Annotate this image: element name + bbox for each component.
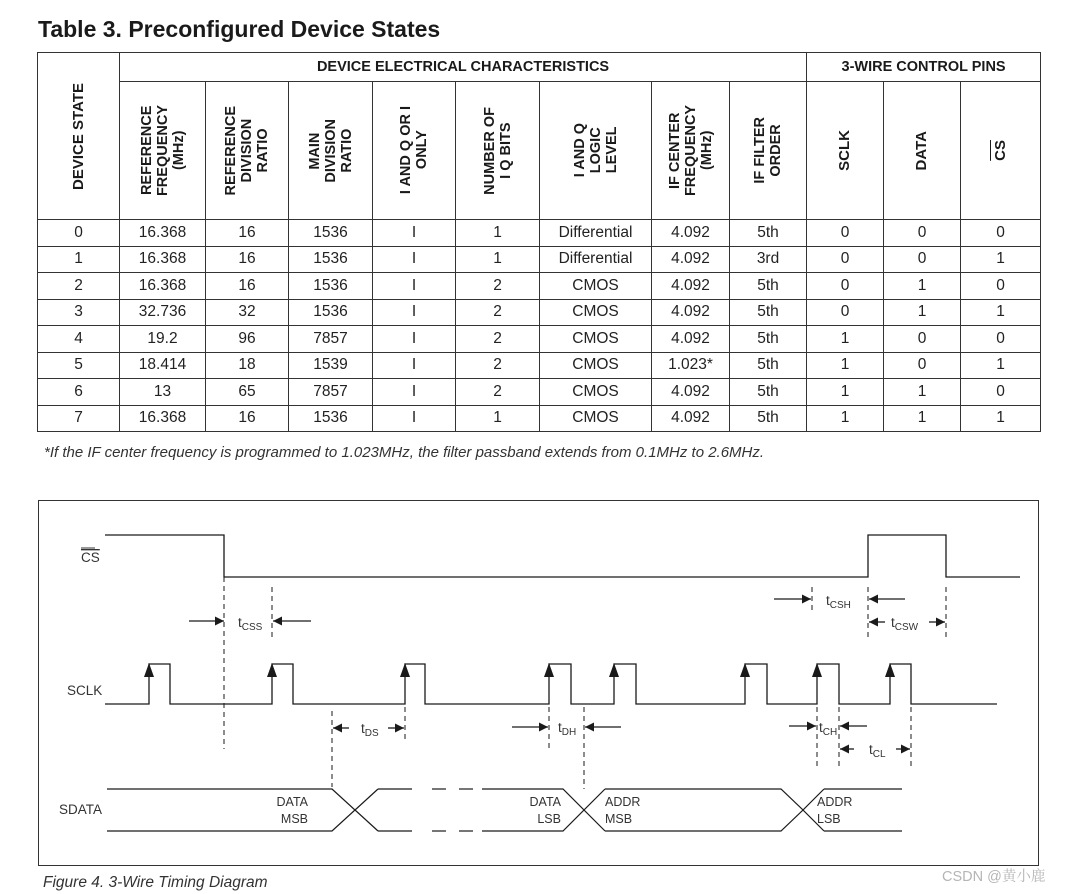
table-cell: 1 <box>38 246 120 273</box>
group-header-electrical: DEVICE ELECTRICAL CHARACTERISTICS <box>120 53 807 82</box>
table-cell: 0 <box>807 220 884 247</box>
table-cell: 3rd <box>730 246 807 273</box>
table-cell: 0 <box>807 246 884 273</box>
table-cell: 16 <box>206 246 289 273</box>
table-cell: 32.736 <box>120 299 206 326</box>
group-header-control-pins: 3-WIRE CONTROL PINS <box>807 53 1041 82</box>
sdata-signal-label: SDATA <box>59 802 103 817</box>
table-cell: I <box>373 379 456 406</box>
table-row <box>38 352 1041 379</box>
table-cell: 4.092 <box>652 326 730 353</box>
table-cell: 0 <box>961 326 1041 353</box>
table-cell: 16 <box>206 273 289 300</box>
table-cell: 1 <box>961 299 1041 326</box>
table-cell: 1536 <box>289 273 373 300</box>
table-row <box>38 273 1041 300</box>
table-cell: I <box>373 273 456 300</box>
table-cell: 1 <box>961 405 1041 432</box>
table-cell: Differential <box>540 220 652 247</box>
data-msb-label-2: MSB <box>280 812 308 826</box>
table-cell: 7857 <box>289 379 373 406</box>
table-cell: 13 <box>120 379 206 406</box>
col-header-device-state: DEVICE STATE <box>38 53 120 220</box>
table-cell: 32 <box>206 299 289 326</box>
table-cell: 0 <box>884 220 961 247</box>
table-cell: 1536 <box>289 405 373 432</box>
table-cell: 1 <box>961 352 1041 379</box>
table-cell: 1 <box>961 246 1041 273</box>
table-cell: 5th <box>730 379 807 406</box>
table-cell: 5th <box>730 326 807 353</box>
table-cell: 16.368 <box>120 405 206 432</box>
table-cell: I <box>373 246 456 273</box>
addr-lsb-label-1: ADDR <box>817 795 853 809</box>
col-header-if-center-frequency: IF CENTER FREQUENCY (MHz) <box>652 82 730 220</box>
col-header-cs: CS <box>961 82 1041 220</box>
watermark: CSDN @黄小鹿 <box>942 869 1046 885</box>
table-cell: 4 <box>38 326 120 353</box>
table-cell: 0 <box>961 220 1041 247</box>
sclk-signal-label: SCLK <box>67 683 103 698</box>
table-cell: 1 <box>884 379 961 406</box>
data-lsb-label-1: DATA <box>529 795 561 809</box>
table-cell: 1 <box>807 352 884 379</box>
table-cell: 4.092 <box>652 379 730 406</box>
table-cell: I <box>373 299 456 326</box>
table-cell: 4.092 <box>652 246 730 273</box>
table-cell: 2 <box>456 299 540 326</box>
table-cell: 6 <box>38 379 120 406</box>
table-cell: 1 <box>884 273 961 300</box>
table-cell: 4.092 <box>652 273 730 300</box>
table-cell: 4.092 <box>652 299 730 326</box>
table-cell: 0 <box>807 273 884 300</box>
table-cell: I <box>373 326 456 353</box>
table-cell: 5th <box>730 352 807 379</box>
table-cell: 1 <box>456 220 540 247</box>
cs-signal-label: CS <box>81 550 100 565</box>
col-header-i-and-q-or-i-only: I AND Q OR I ONLY <box>373 82 456 220</box>
table-cell: 0 <box>961 273 1041 300</box>
table-cell: 1.023* <box>652 352 730 379</box>
table-cell: 16 <box>206 220 289 247</box>
data-lsb-label-2: LSB <box>537 812 561 826</box>
device-states-table <box>37 52 1041 432</box>
table-cell: CMOS <box>540 379 652 406</box>
table-cell: 1536 <box>289 220 373 247</box>
table-cell: 5th <box>730 220 807 247</box>
col-header-sclk: SCLK <box>807 82 884 220</box>
table-cell: CMOS <box>540 352 652 379</box>
addr-msb-label-2: MSB <box>605 812 633 826</box>
table-cell: 4.092 <box>652 220 730 247</box>
table-cell: I <box>373 220 456 247</box>
table-cell: 1539 <box>289 352 373 379</box>
table-cell: 18.414 <box>120 352 206 379</box>
table-title: Table 3. Preconfigured Device States <box>38 16 441 42</box>
table-row <box>38 405 1041 432</box>
table-cell: 2 <box>456 379 540 406</box>
tcl-label: $t_{CL}$ <box>869 742 886 760</box>
table-cell: 65 <box>206 379 289 406</box>
table-cell: 7857 <box>289 326 373 353</box>
table-cell: 1 <box>807 405 884 432</box>
table-cell: 1 <box>884 405 961 432</box>
table-row <box>38 299 1041 326</box>
table-cell: CMOS <box>540 405 652 432</box>
table-cell: 1 <box>807 379 884 406</box>
table-cell: 16 <box>206 405 289 432</box>
tcss-label: $t_{CSS}$ <box>238 615 263 633</box>
table-row <box>38 326 1041 353</box>
table-cell: 1 <box>456 405 540 432</box>
table-cell: 2 <box>456 273 540 300</box>
col-header-reference-frequency: REFERENCE FREQUENCY (MHz) <box>120 82 206 220</box>
table-cell: CMOS <box>540 273 652 300</box>
cs-waveform <box>105 535 1020 577</box>
table-row <box>38 246 1041 273</box>
col-header-reference-division-ratio: REFERENCE DIVISION RATIO <box>206 82 289 220</box>
table-cell: Differential <box>540 246 652 273</box>
table-cell: 1536 <box>289 246 373 273</box>
timing-diagram <box>38 500 1039 866</box>
sclk-rising-edge-arrows <box>144 663 895 677</box>
addr-msb-label-1: ADDR <box>605 795 641 809</box>
table-cell: 2 <box>456 352 540 379</box>
table-cell: CMOS <box>540 299 652 326</box>
tch-label: $t_{CH}$ <box>819 720 838 738</box>
sdata-waveform <box>107 789 902 831</box>
table-cell: 0 <box>884 246 961 273</box>
table-cell: 0 <box>807 299 884 326</box>
tcsw-label: $t_{CSW}$ <box>891 615 919 633</box>
table-cell: I <box>373 405 456 432</box>
table-cell: 18 <box>206 352 289 379</box>
table-cell: CMOS <box>540 326 652 353</box>
col-header-data: DATA <box>884 82 961 220</box>
col-header-iq-logic-level: I AND Q LOGIC LEVEL <box>540 82 652 220</box>
timing-diagram-svg <box>39 501 1039 865</box>
table-cell: 16.368 <box>120 246 206 273</box>
table-cell: 1536 <box>289 299 373 326</box>
table-cell: 3 <box>38 299 120 326</box>
table-cell: 5th <box>730 299 807 326</box>
table-cell: 0 <box>961 379 1041 406</box>
table-cell: 5th <box>730 273 807 300</box>
table-cell: 1 <box>884 299 961 326</box>
table-cell: 4.092 <box>652 405 730 432</box>
table-body <box>38 220 1041 432</box>
table-cell: 7 <box>38 405 120 432</box>
table-cell: 5 <box>38 352 120 379</box>
table-cell: 2 <box>38 273 120 300</box>
table-cell: 2 <box>456 326 540 353</box>
figure-caption: Figure 4. 3-Wire Timing Diagram <box>43 874 268 891</box>
table-cell: 0 <box>884 326 961 353</box>
tcsh-label: $t_{CSH}$ <box>826 593 851 611</box>
tds-label: $t_{DS}$ <box>361 721 379 739</box>
col-header-main-division-ratio: MAIN DIVISION RATIO <box>289 82 373 220</box>
tdh-label: $t_{DH}$ <box>558 720 577 738</box>
table-cell: 1 <box>807 326 884 353</box>
table-cell: 96 <box>206 326 289 353</box>
table-cell: 0 <box>38 220 120 247</box>
table-row <box>38 379 1041 406</box>
table-cell: I <box>373 352 456 379</box>
table-cell: 0 <box>884 352 961 379</box>
table-cell: 16.368 <box>120 273 206 300</box>
table-row <box>38 220 1041 247</box>
table-cell: 5th <box>730 405 807 432</box>
table-cell: 16.368 <box>120 220 206 247</box>
col-header-if-filter-order: IF FILTER ORDER <box>730 82 807 220</box>
col-header-number-of-iq-bits: NUMBER OF I Q BITS <box>456 82 540 220</box>
data-msb-label-1: DATA <box>276 795 308 809</box>
addr-lsb-label-2: LSB <box>817 812 841 826</box>
table-cell: 19.2 <box>120 326 206 353</box>
table-footnote: *If the IF center frequency is programmed to 1.023MHz, the filter passband extends from 0.1MHz to 2.6MHz. <box>44 444 765 461</box>
table-cell: 1 <box>456 246 540 273</box>
